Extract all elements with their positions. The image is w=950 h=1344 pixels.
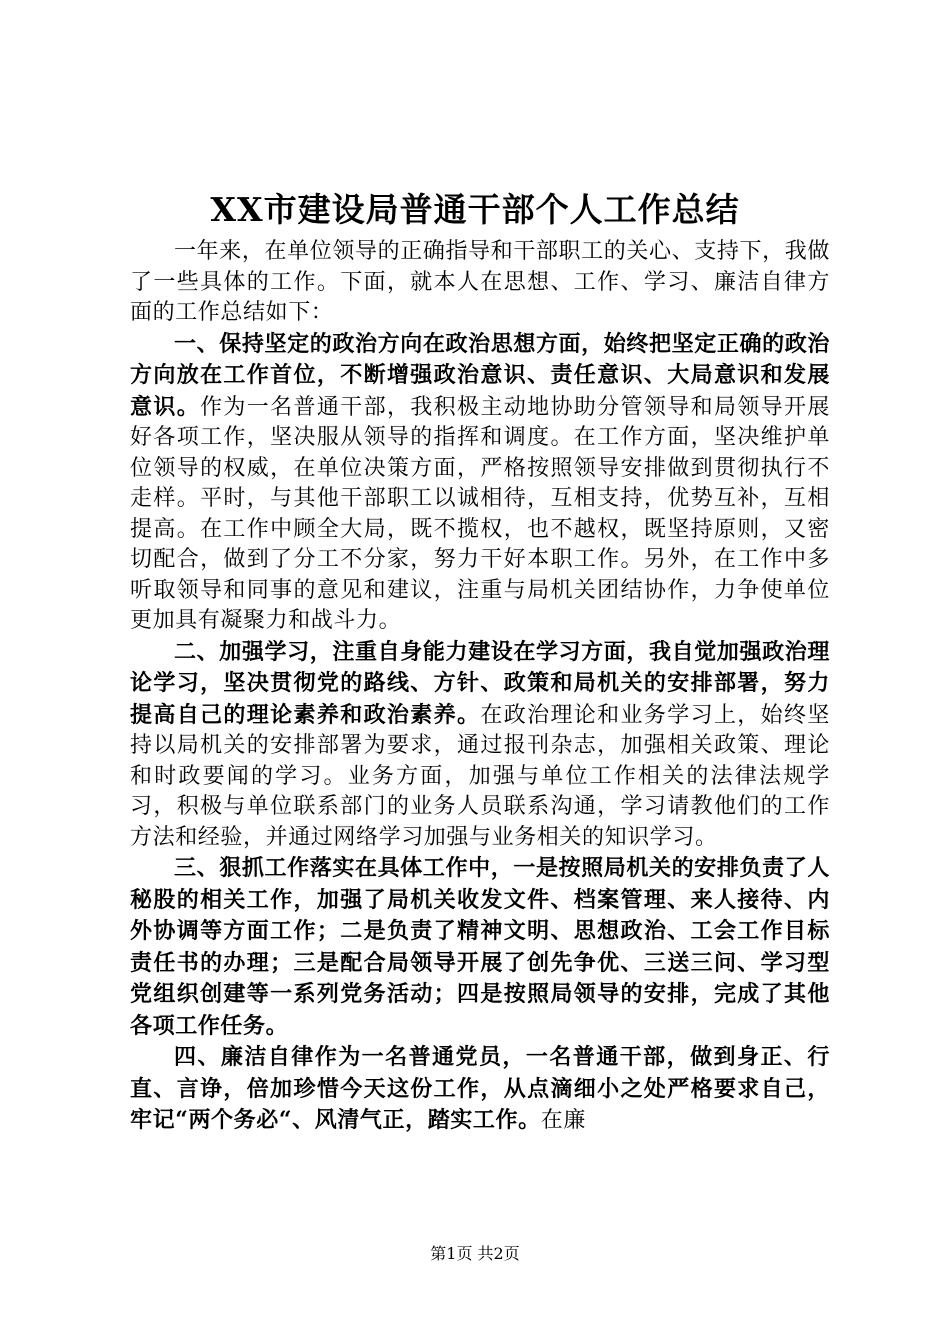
paragraph-text: 在廉 bbox=[540, 1108, 586, 1133]
paragraph-section-3 bbox=[130, 853, 830, 1042]
paragraph-section-2 bbox=[130, 637, 830, 854]
paragraph-text: 一年来，在单位领导的正确指导和干部职工的关心、支持下，我做了一些具体的工作。下面，就本人在思想、工作、学习、廉洁自律方面的工作总结如下： bbox=[130, 239, 830, 325]
paragraph-text: 在政治理论和业务学习上，始终坚持以局机关的安排部署为要求，通过报刊杂志，加强相关政策、理论和时政要闻的学习。业务方面，加强与单位工作相关的法律法规学习，积极与单位联系部门的业务人员联系沟通，学习请教他们的工作方法和经验，并通过网络学习加强与业务相关的知识学习。 bbox=[130, 702, 830, 850]
document-body bbox=[130, 236, 830, 1137]
paragraph-heading: 二、加强学习，注重自身能力建设在学习方面，我自觉加强政治理论学习，坚决贯彻党的路线、方针、政策和局机关的安排部署，努力提高自己的理论素养和政治素养。 bbox=[130, 638, 830, 728]
document-title: XX市建设局普通干部个人工作总结 bbox=[210, 190, 740, 229]
paragraph-section-1 bbox=[130, 329, 830, 637]
page-footer: 第1页 共2页 bbox=[430, 1244, 520, 1263]
paragraph-heading: 三、狠抓工作落实在具体工作中，一是按照局机关的安排负责了人秘股的相关工作，加强了局机关收发文件、档案管理、来人接待、内外协调等方面工作；二是负责了精神文明、思想政治、工会工作目标责任书的办理；三是配合局领导开展了创先争优、三送三问、学习型党组织创建等一系列党务活动；四是按照局领导的安排，完成了其他各项工作任务。 bbox=[130, 855, 830, 1039]
paragraph-heading: 一、保持坚定的政治方向在政治思想方面，始终把坚定正确的政治方向放在工作首位，不断增强政治意识、责任意识、大局意识和发展意识。 bbox=[130, 330, 830, 420]
paragraph-intro bbox=[130, 236, 830, 329]
paragraph-section-4 bbox=[130, 1042, 830, 1137]
paragraph-heading: 四、廉洁自律作为一名普通党员，一名普通干部，做到身正、行直、言诤，倍加珍惜今天这份工作，从点滴细小之处严格要求自己，牢记“两个务必“、风清气正，踏实工作。 bbox=[130, 1044, 830, 1133]
paragraph-text: 作为一名普通干部，我积极主动地协助分管领导和局领导开展好各项工作，坚决服从领导的指挥和调度。在工作方面，坚决维护单位领导的权威，在单位决策方面，严格按照领导安排做到贯彻执行不走样。平时，与其他干部职工以诚相待，互相支持，优势互补，互相提高。在工作中顾全大局，既不揽权，也不越权，既坚持原则，又密切配合，做到了分工不分家，努力干好本职工作。另外，在工作中多听取领导和同事的意见和建议，注重与局机关团结协作，力争使单位更加具有凝聚力和战斗力。 bbox=[130, 394, 830, 633]
